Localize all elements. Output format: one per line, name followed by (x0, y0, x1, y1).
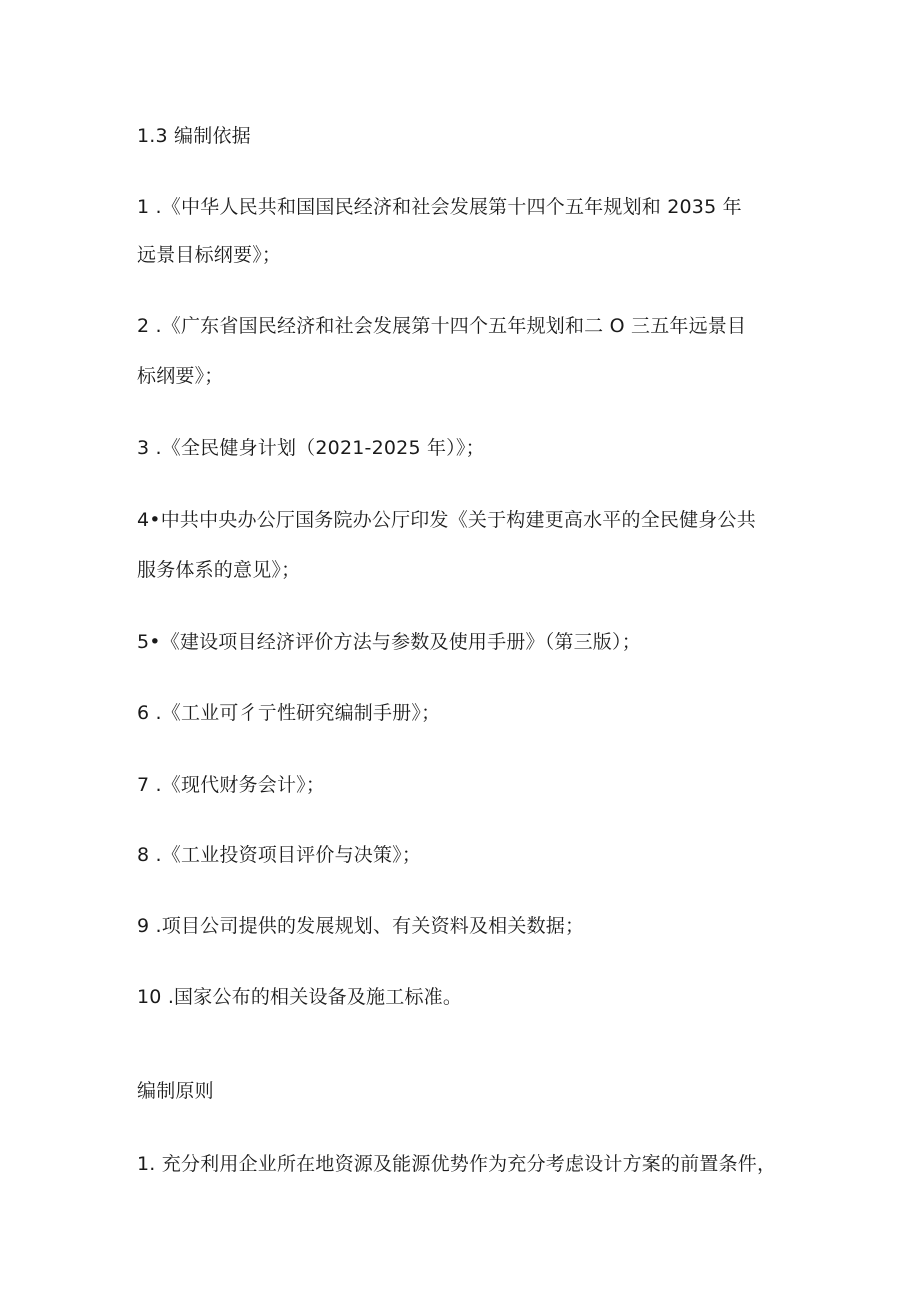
basis-item-3: 3 .《全民健身计划（2021-2025 年）》； (137, 437, 485, 459)
section-heading: 1.3 编制依据 (137, 125, 251, 147)
basis-item-2-line-1: 2 .《广东省国民经济和社会发展第十四个五年规划和二 O 三五年远景目 (137, 315, 747, 337)
principles-item-1: 1. 充分利用企业所在地资源及能源优势作为充分考虑设计方案的前置条件， (137, 1153, 777, 1175)
basis-item-5: 5•《建设项目经济评价方法与参数及使用手册》（第三版）； (137, 631, 641, 653)
basis-item-9: 9 .项目公司提供的发展规划、有关资料及相关数据； (137, 915, 585, 937)
basis-item-1-line-1: 1 .《中华人民共和国国民经济和社会发展第十四个五年规划和 2035 年 (137, 196, 742, 218)
basis-item-10: 10 .国家公布的相关设备及施工标准。 (137, 986, 463, 1008)
basis-item-7: 7 .《现代财务会计》； (137, 774, 326, 796)
principles-heading: 编制原则 (137, 1080, 214, 1102)
basis-item-4-line-1: 4•中共中央办公厅国务院办公厅印发《关于构建更高水平的全民健身公共 (137, 509, 756, 531)
basis-item-6: 6 .《工业可彳亍性研究编制手册》； (137, 702, 441, 724)
basis-item-4-line-2: 服务体系的意见》； (137, 559, 301, 581)
basis-item-2-line-2: 标纲要》； (137, 365, 224, 387)
basis-item-1-line-2: 远景目标纲要》； (137, 244, 282, 266)
basis-item-8: 8 .《工业投资项目评价与决策》； (137, 844, 422, 866)
